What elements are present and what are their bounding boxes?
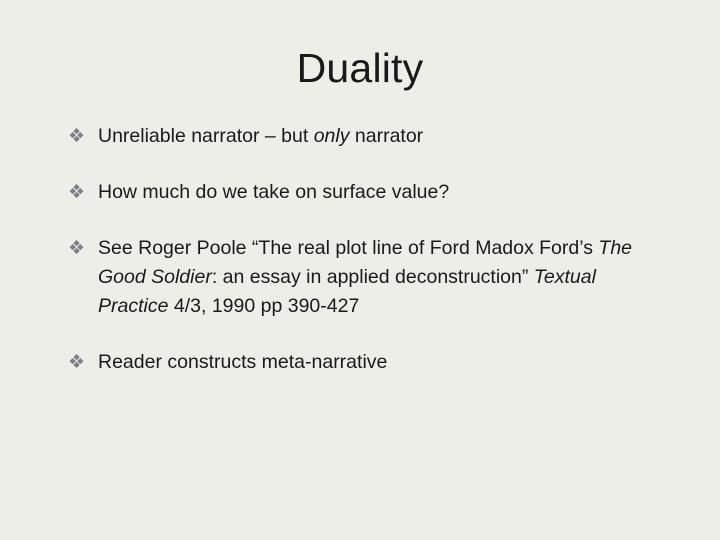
list-item — [66, 234, 658, 321]
list-item — [66, 178, 658, 207]
bullet-diamond-icon: ❖ — [68, 126, 86, 147]
text-run: : an essay in applied deconstruction” — [211, 266, 534, 288]
text-run: 4/3, 1990 pp 390-427 — [168, 295, 360, 317]
bullet-diamond-icon: ❖ — [68, 182, 86, 203]
text-run: Unreliable narrator – but — [98, 125, 314, 147]
text-run: only — [313, 125, 350, 147]
bullet-diamond-icon: ❖ — [68, 238, 86, 259]
text-run: How much do we take on surface value? — [98, 181, 450, 203]
bullet-list — [66, 122, 658, 404]
text-run: The Good Soldier — [98, 237, 633, 288]
text-run: Reader constructs meta-narrative — [98, 351, 388, 373]
list-item-text — [98, 234, 658, 321]
text-run: narrator — [349, 125, 424, 147]
list-item-text — [98, 178, 658, 207]
page-title: Duality — [296, 45, 424, 91]
text-run: Textual Practice — [98, 266, 596, 317]
text-run: See Roger Poole “The real plot line of Ford Madox Ford’s — [98, 237, 599, 259]
list-item — [66, 122, 658, 151]
list-item-text — [98, 348, 658, 377]
bullet-diamond-icon: ❖ — [68, 352, 86, 373]
list-item — [66, 348, 658, 377]
list-item-text — [98, 122, 658, 151]
